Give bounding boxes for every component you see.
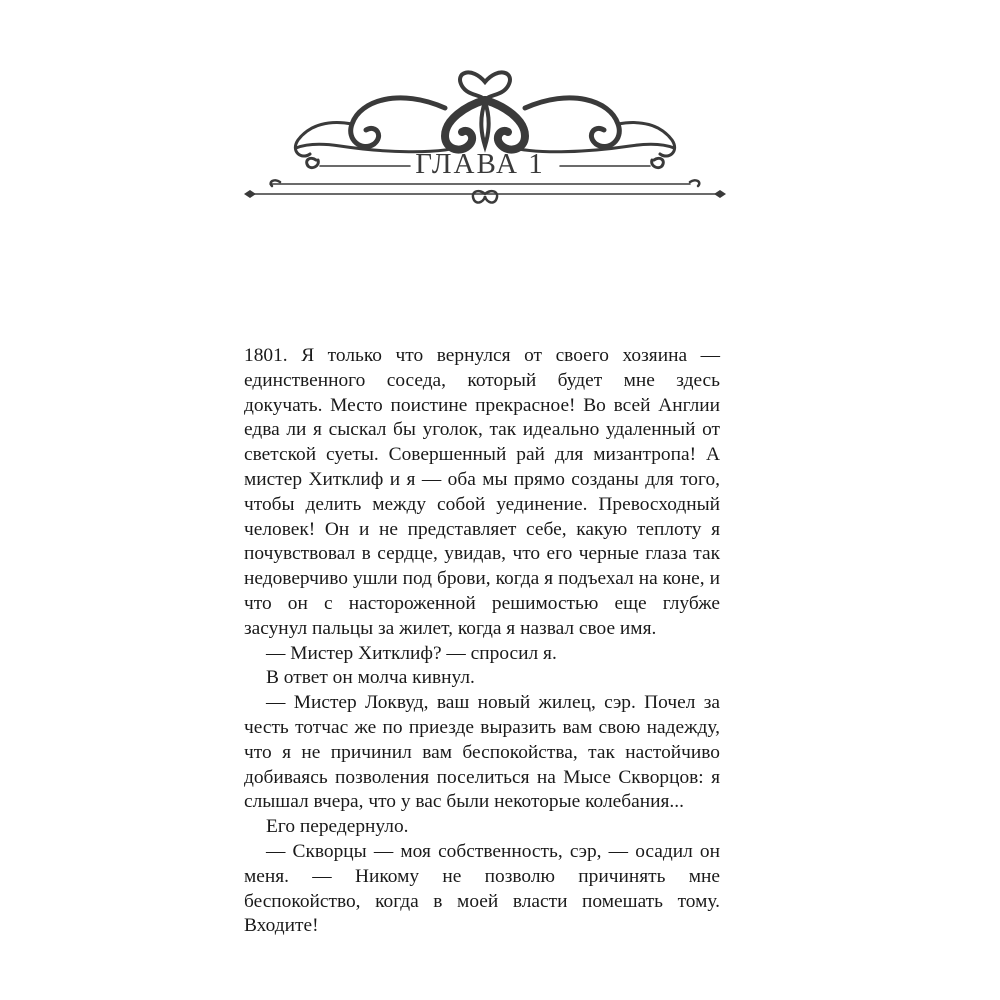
paragraph: — Мистер Хитклиф? — спросил я.: [266, 642, 557, 664]
paragraph: — Скворцы — моя собственность, сэр, — осадил он меня. — Никому не позволю причинять мне беспокойство, когда в моей власти помешать тому. Входите!: [244, 840, 720, 937]
paragraph: Его передернуло.: [266, 816, 409, 838]
chapter-body: [244, 344, 720, 939]
chapter-ornament-icon: [240, 60, 730, 210]
paragraph: — Мистер Локвуд, ваш новый жилец, сэр. Почел за честь тотчас же по приезде выразить вам свою надежду, что я не причинил вам беспокойства, так настойчиво добиваясь позволения поселиться на Мысе Скворцов: я слышал вчера, что у вас были некоторые колебания...: [244, 692, 720, 813]
chapter-title: ГЛАВА 1: [415, 148, 545, 180]
paragraph: В ответ он молча кивнул.: [266, 667, 475, 689]
paragraph: 1801. Я только что вернулся от своего хозяина — единственного соседа, который будет мне здесь докучать. Место поистине прекрасное! Во всей Англии едва ли я сыскал бы уголок, так идеально удаленный от светской суеты. Совершенный рай для мизантропа! А мистер Хитклиф и я — оба мы прямо созданы для того, чтобы делить между собой уединение. Превосходный человек! Он и не представляет себе, какую теплоту я почувствовал в сердце, увидав, что его черные глаза так недоверчиво ушли под брови, когда я подъехал на коне, и что он с настороженной решимостью еще глубже засунул пальцы за жилет, когда я назвал свое имя.: [244, 345, 720, 639]
